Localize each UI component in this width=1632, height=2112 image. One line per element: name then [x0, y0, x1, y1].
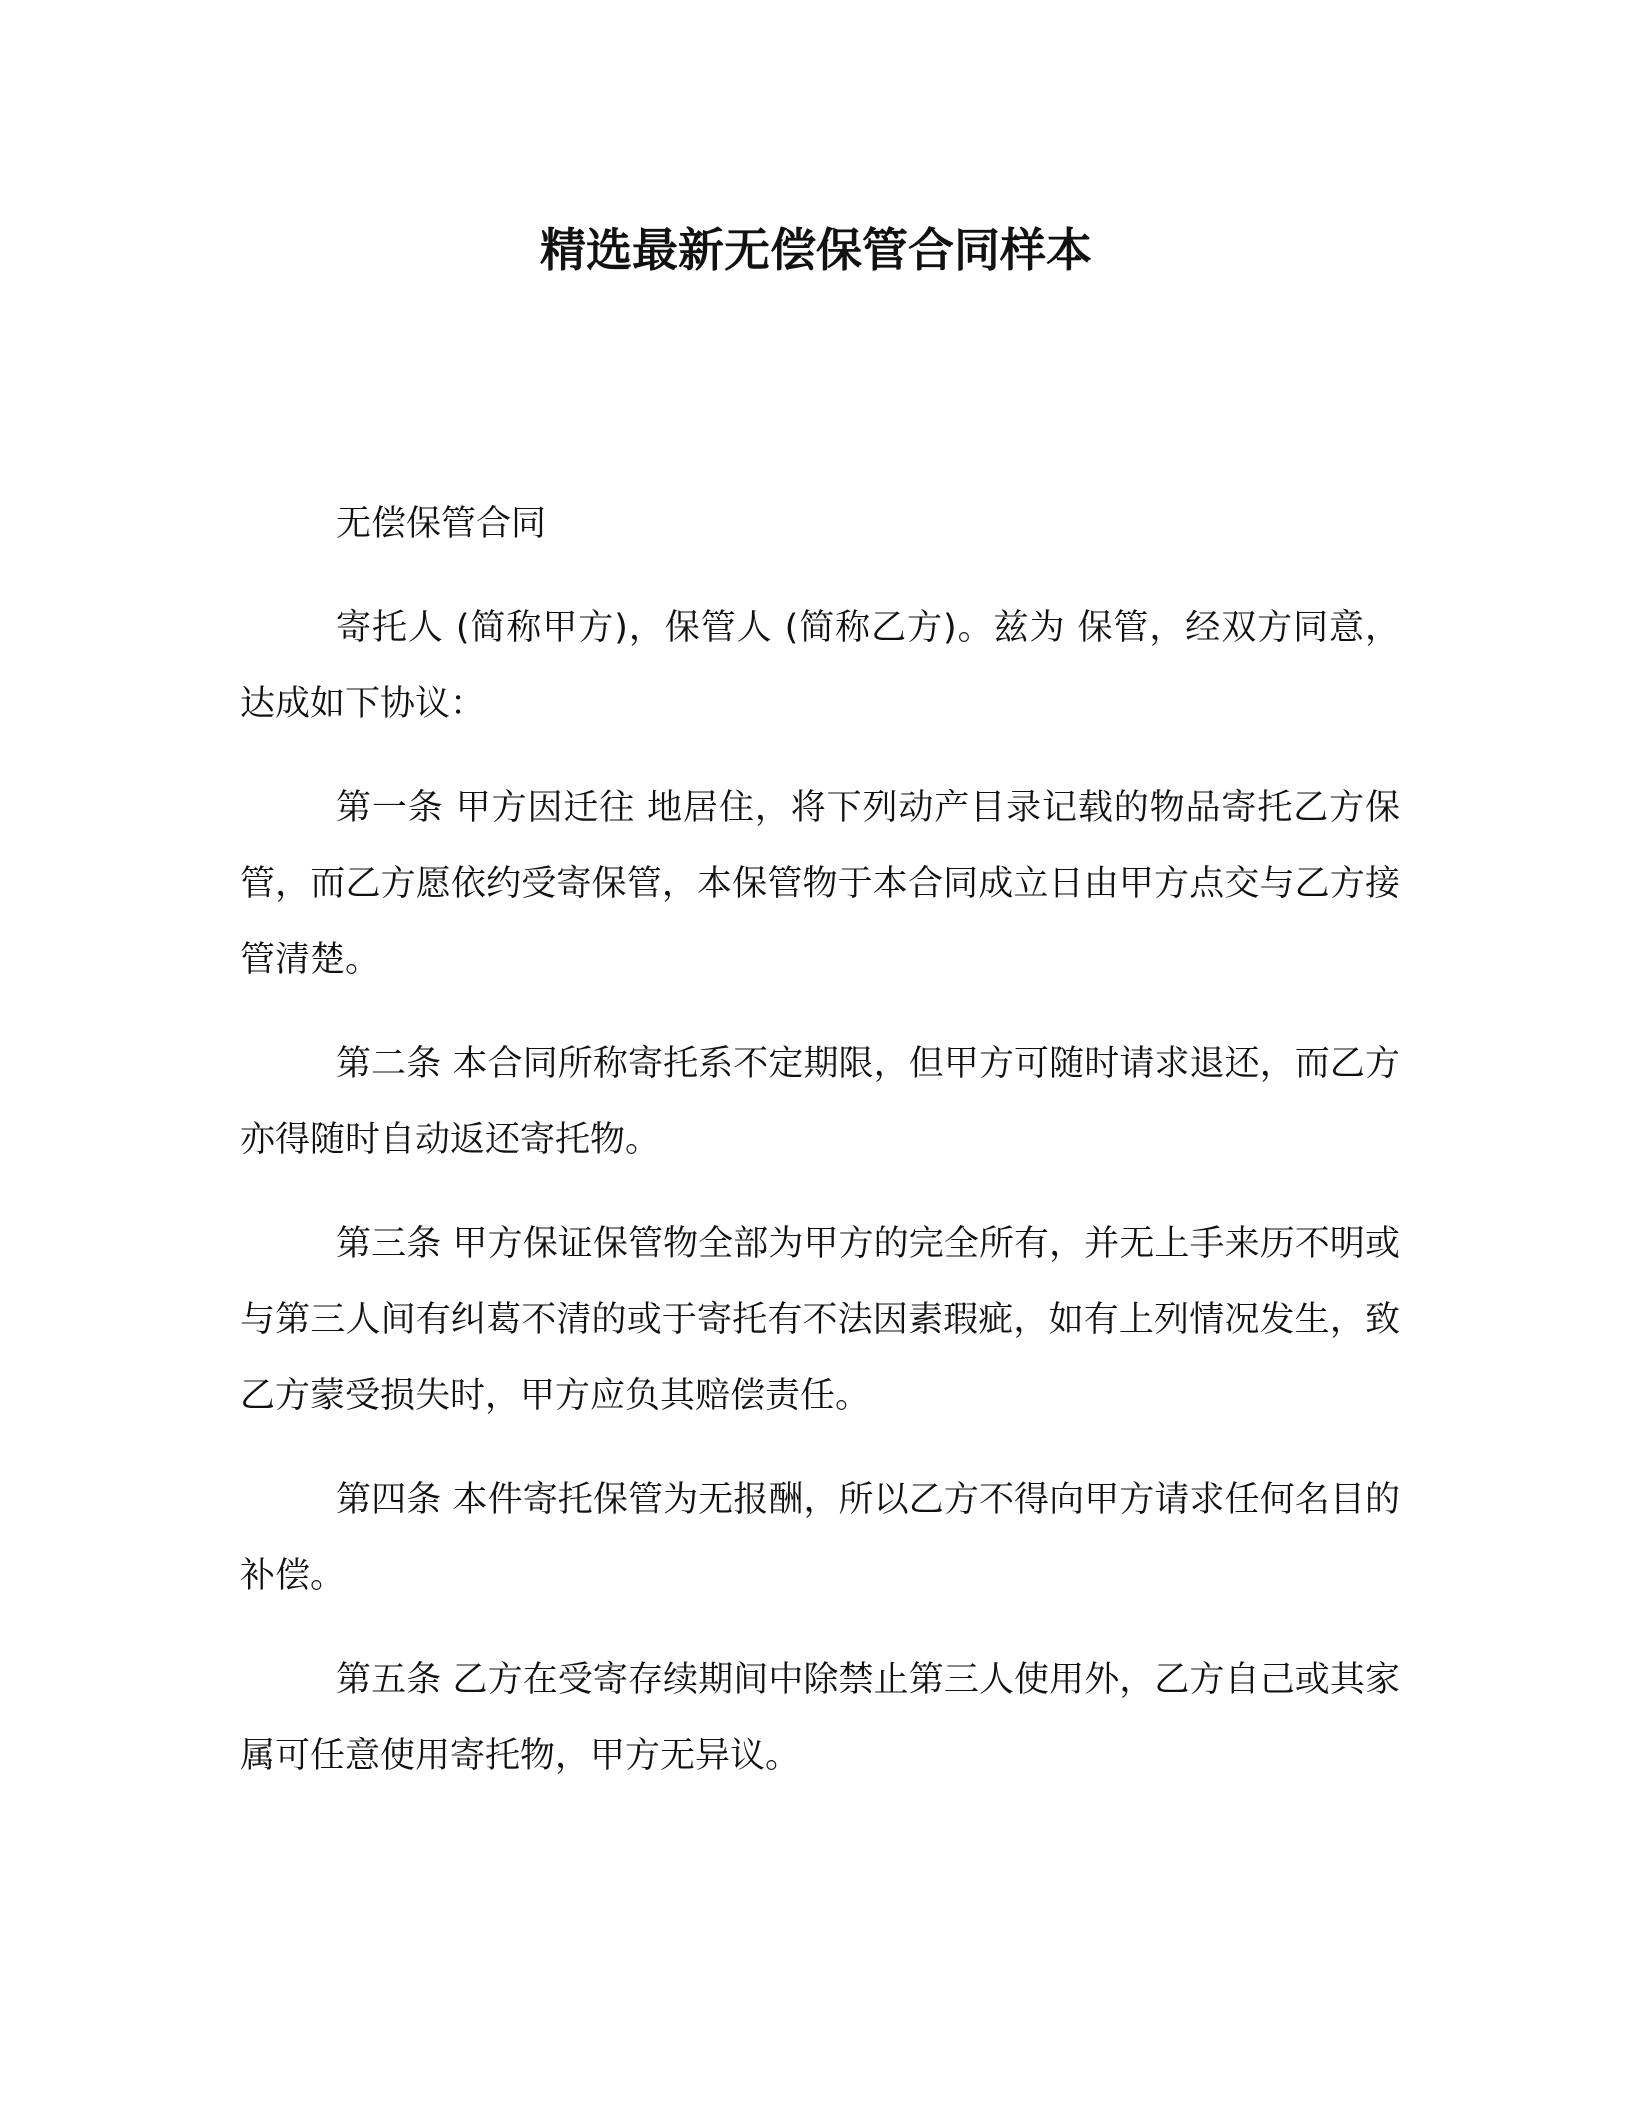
paragraph-preamble: 寄托人 (简称甲方)，保管人 (简称乙方)。兹为 保管，经双方同意，达成如下协议：: [240, 608, 1400, 724]
paragraph-article-4: 第四条 本件寄托保管为无报酬，所以乙方不得向甲方请求任何名目的补偿。: [240, 1480, 1400, 1596]
document-title: 精选最新无偿保管合同样本: [540, 223, 1092, 277]
document-body: [240, 486, 1400, 1822]
paragraph-article-3: 第三条 甲方保证保管物全部为甲方的完全所有，并无上手来历不明或与第三人间有纠葛不清的或于寄托有不法因素瑕疵，如有上列情况发生，致乙方蒙受损失时，甲方应负其赔偿责任。: [240, 1224, 1400, 1416]
contract-heading: 无偿保管合同: [336, 504, 547, 544]
paragraph-article-1: 第一条 甲方因迁往 地居住，将下列动产目录记载的物品寄托乙方保管，而乙方愿依约受寄保管，本保管物于本合同成立日由甲方点交与乙方接管清楚。: [240, 788, 1400, 980]
paragraph-article-5: 第五条 乙方在受寄存续期间中除禁止第三人使用外，乙方自己或其家属可任意使用寄托物，甲方无异议。: [240, 1660, 1400, 1776]
paragraph-article-2: 第二条 本合同所称寄托系不定期限，但甲方可随时请求退还，而乙方亦得随时自动返还寄托物。: [240, 1044, 1400, 1160]
